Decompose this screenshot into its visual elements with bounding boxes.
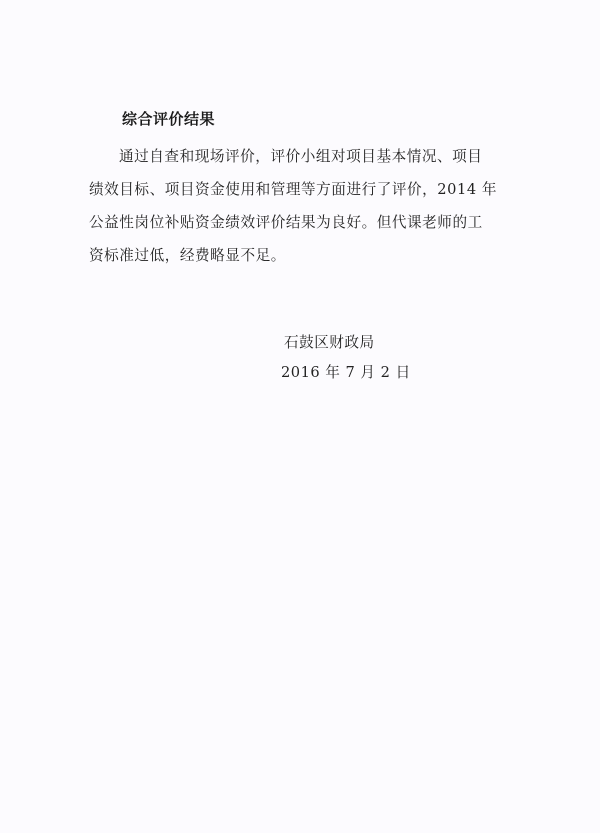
body-text-line-3: 公益性岗位补贴资金绩效评价结果为良好。但代课老师的工: [89, 214, 483, 231]
section-heading: 综合评价结果: [122, 110, 216, 128]
signature-date: 2016 年 7 月 2 日: [281, 364, 411, 381]
body-text-line-4: 资标准过低，经费略显不足。: [89, 247, 286, 264]
body-text-line-2: 绩效目标、项目资金使用和管理等方面进行了评价，2014 年: [89, 181, 497, 198]
signature-organization: 石鼓区财政局: [284, 334, 375, 351]
body-text-line-1: 通过自查和现场评价，评价小组对项目基本情况、项目: [119, 148, 483, 165]
